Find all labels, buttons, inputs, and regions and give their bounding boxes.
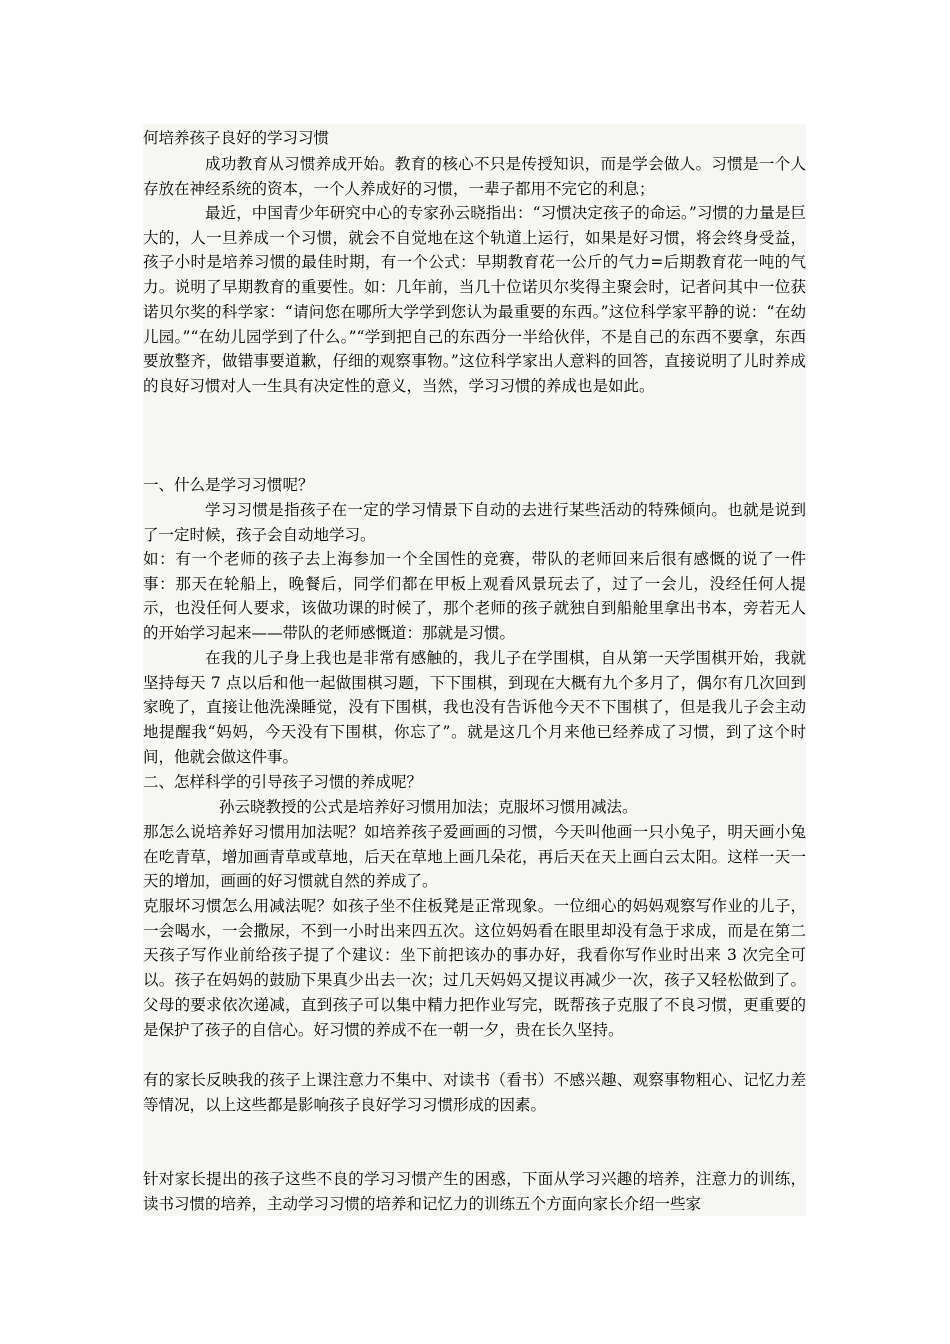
document-page	[143, 124, 806, 1216]
section-2-paragraph-3: 克服坏习惯怎么用减法呢？如孩子坐不住板凳是正常现象。一位细心的妈妈观察写作业的儿子，一会喝水，一会撒尿，不到一小时出来四五次。这位妈妈看在眼里却没有急于求成，而是在第二天孩子写作业前给孩子提了个建议：坐下前把该办的事办好，我看你写作业时出来 3 次完全可以。孩子在妈妈的鼓励下果真少出去一次；过几天妈妈又提议再减少一次，孩子又轻松做到了。父母的要求依次递减，直到孩子可以集中精力把作业写完，既帮孩子克服了不良习惯，更重要的是保护了孩子的自信心。好习惯的养成不在一朝一夕，贵在长久坚持。	[143, 897, 806, 1039]
section-1-paragraph-3: 在我的儿子身上我也是非常有感触的，我儿子在学围棋，自从第一天学围棋开始，我就坚持每天 7 点以后和他一起做围棋习题，下下围棋，到现在大概有九个多月了，偶尔有几次回到家晚了，直接让他洗澡睡觉，没有下围棋，我也没有告诉他今天不下围棋了，但是我儿子会主动地提醒我“妈妈，今天没有下围棋，你忘了”。就是这几个月来他已经养成了习惯，到了这个时间，他就会做这件事。	[143, 649, 806, 766]
closing-paragraph: 针对家长提出的孩子这些不良的学习习惯产生的困惑，下面从学习兴趣的培养，注意力的训练，读书习惯的培养，主动学习习惯的培养和记忆力的训练五个方面向家长介绍一些家	[143, 1170, 806, 1213]
section-1-paragraph-1: 学习习惯是指孩子在一定的学习情景下自动的去进行某些活动的特殊倾向。也就是说到了一定时候，孩子会自动地学习。	[143, 501, 806, 544]
section-1-paragraph-2: 如：有一个老师的孩子去上海参加一个全国性的竞赛，带队的老师回来后很有感慨的说了一件事：那天在轮船上，晚餐后，同学们都在甲板上观看风景玩去了，过了一会儿，没经任何人提示，也没任何人要求，该做功课的时候了，那个老师的孩子就独自到船舱里拿出书本，旁若无人的开始学习起来——带队的老师感慨道：那就是习惯。	[143, 550, 806, 643]
section-2-paragraph-2: 那怎么说培养好习惯用加法呢？如培养孩子爱画画的习惯，今天叫他画一只小兔子，明天画小兔在吃青草，增加画青草或草地，后天在草地上画几朵花，再后天在天上画白云太阳。这样一天一天的增加，画画的好习惯就自然的养成了。	[143, 823, 806, 891]
intro-paragraph-1: 成功教育从习惯养成开始。教育的核心不只是传授知识，而是学会做人。习惯是一个人存放在神经系统的资本，一个人养成好的习惯，一辈子都用不完它的利息；	[143, 155, 806, 198]
section-2-paragraph-1: 孙云晓教授的公式是培养好习惯用加法；克服坏习惯用减法。	[219, 798, 638, 816]
section-2-paragraph-4: 有的家长反映我的孩子上课注意力不集中、对读书（看书）不感兴趣、观察事物粗心、记忆力差等情况，以上这些都是影响孩子良好学习习惯形成的因素。	[143, 1071, 806, 1114]
intro-paragraph-2: 最近，中国青少年研究中心的专家孙云晓指出：“习惯决定孩子的命运。”习惯的力量是巨大的，人一旦养成一个习惯，就会不自觉地在这个轨道上运行，如果是好习惯，将会终身受益，孩子小时是培养习惯的最佳时期，有一个公式：早期教育花一公斤的气力=后期教育花一吨的气力。说明了早期教育的重要性。如：几年前，当几十位诺贝尔奖得主聚会时，记者问其中一位获诺贝尔奖的科学家：“请问您在哪所大学学到您认为最重要的东西。”这位科学家平静的说：“在幼儿园。”“在幼儿园学到了什么。”“学到把自己的东西分一半给伙伴，不是自己的东西不要拿，东西要放整齐，做错事要道歉，仔细的观察事物。”这位科学家出人意料的回答，直接说明了儿时养成的良好习惯对人一生具有决定性的意义，当然，学习习惯的养成也是如此。	[143, 204, 806, 395]
document-title: 何培养孩子良好的学习习惯	[143, 129, 330, 147]
section-2-heading: 二、怎样科学的引导孩子习惯的养成呢？	[143, 773, 423, 791]
section-1-heading: 一、什么是学习习惯呢？	[143, 476, 314, 494]
